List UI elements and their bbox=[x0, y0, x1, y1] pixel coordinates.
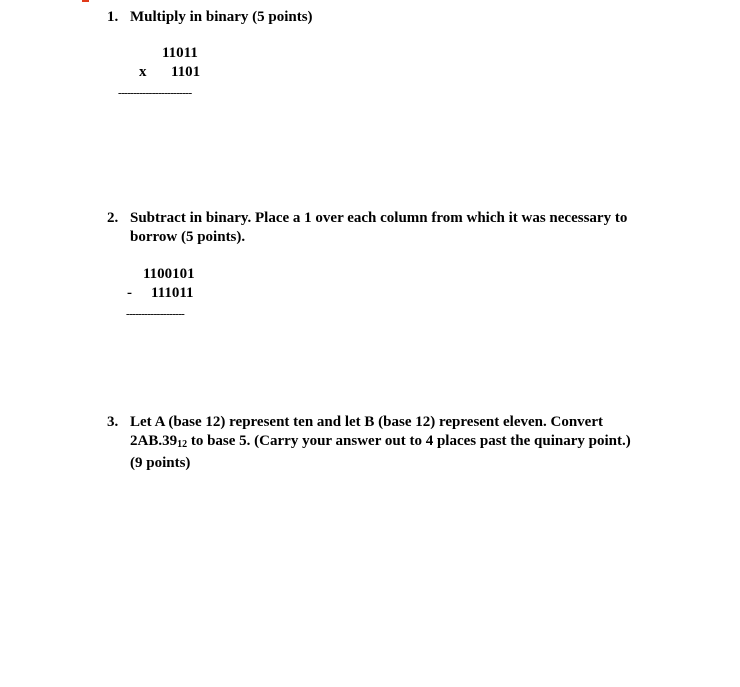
question-3-line-1: Let A (base 12) represent ten and let B (base 12) represent eleven. Convert bbox=[130, 414, 603, 430]
question-3-base-subscript: 12 bbox=[177, 439, 188, 450]
multiply-operator: x bbox=[139, 64, 147, 80]
multiplicand: 11011 bbox=[162, 45, 198, 61]
question-2-line-1: Subtract in binary. Place a 1 over each column from which it was necessary to bbox=[130, 210, 628, 226]
question-3-line-2 bbox=[130, 432, 631, 454]
question-2-text bbox=[130, 209, 627, 247]
question-3-number: 3. bbox=[107, 414, 119, 430]
question-3-line-2-rest: to base 5. (Carry your answer out to 4 places past the quinary point.) bbox=[187, 433, 631, 449]
subtract-rule: ------------------- bbox=[126, 309, 185, 319]
corner-mark bbox=[82, 0, 89, 2]
question-3-line-3: (9 points) bbox=[130, 455, 191, 471]
multiply-rule: ------------------------ bbox=[118, 88, 192, 98]
minuend: 1100101 bbox=[143, 266, 195, 282]
question-2-number: 2. bbox=[107, 210, 119, 226]
question-3-value: 2AB.39 bbox=[130, 433, 178, 449]
question-1-text: Multiply in binary (5 points) bbox=[130, 9, 313, 25]
subtrahend: 111011 bbox=[151, 285, 194, 301]
question-3-text bbox=[130, 413, 631, 473]
question-2-line-2: borrow (5 points). bbox=[130, 229, 246, 245]
subtract-operator: - bbox=[127, 285, 132, 301]
question-1-number: 1. bbox=[107, 9, 119, 25]
multiplier: 1101 bbox=[171, 64, 201, 80]
